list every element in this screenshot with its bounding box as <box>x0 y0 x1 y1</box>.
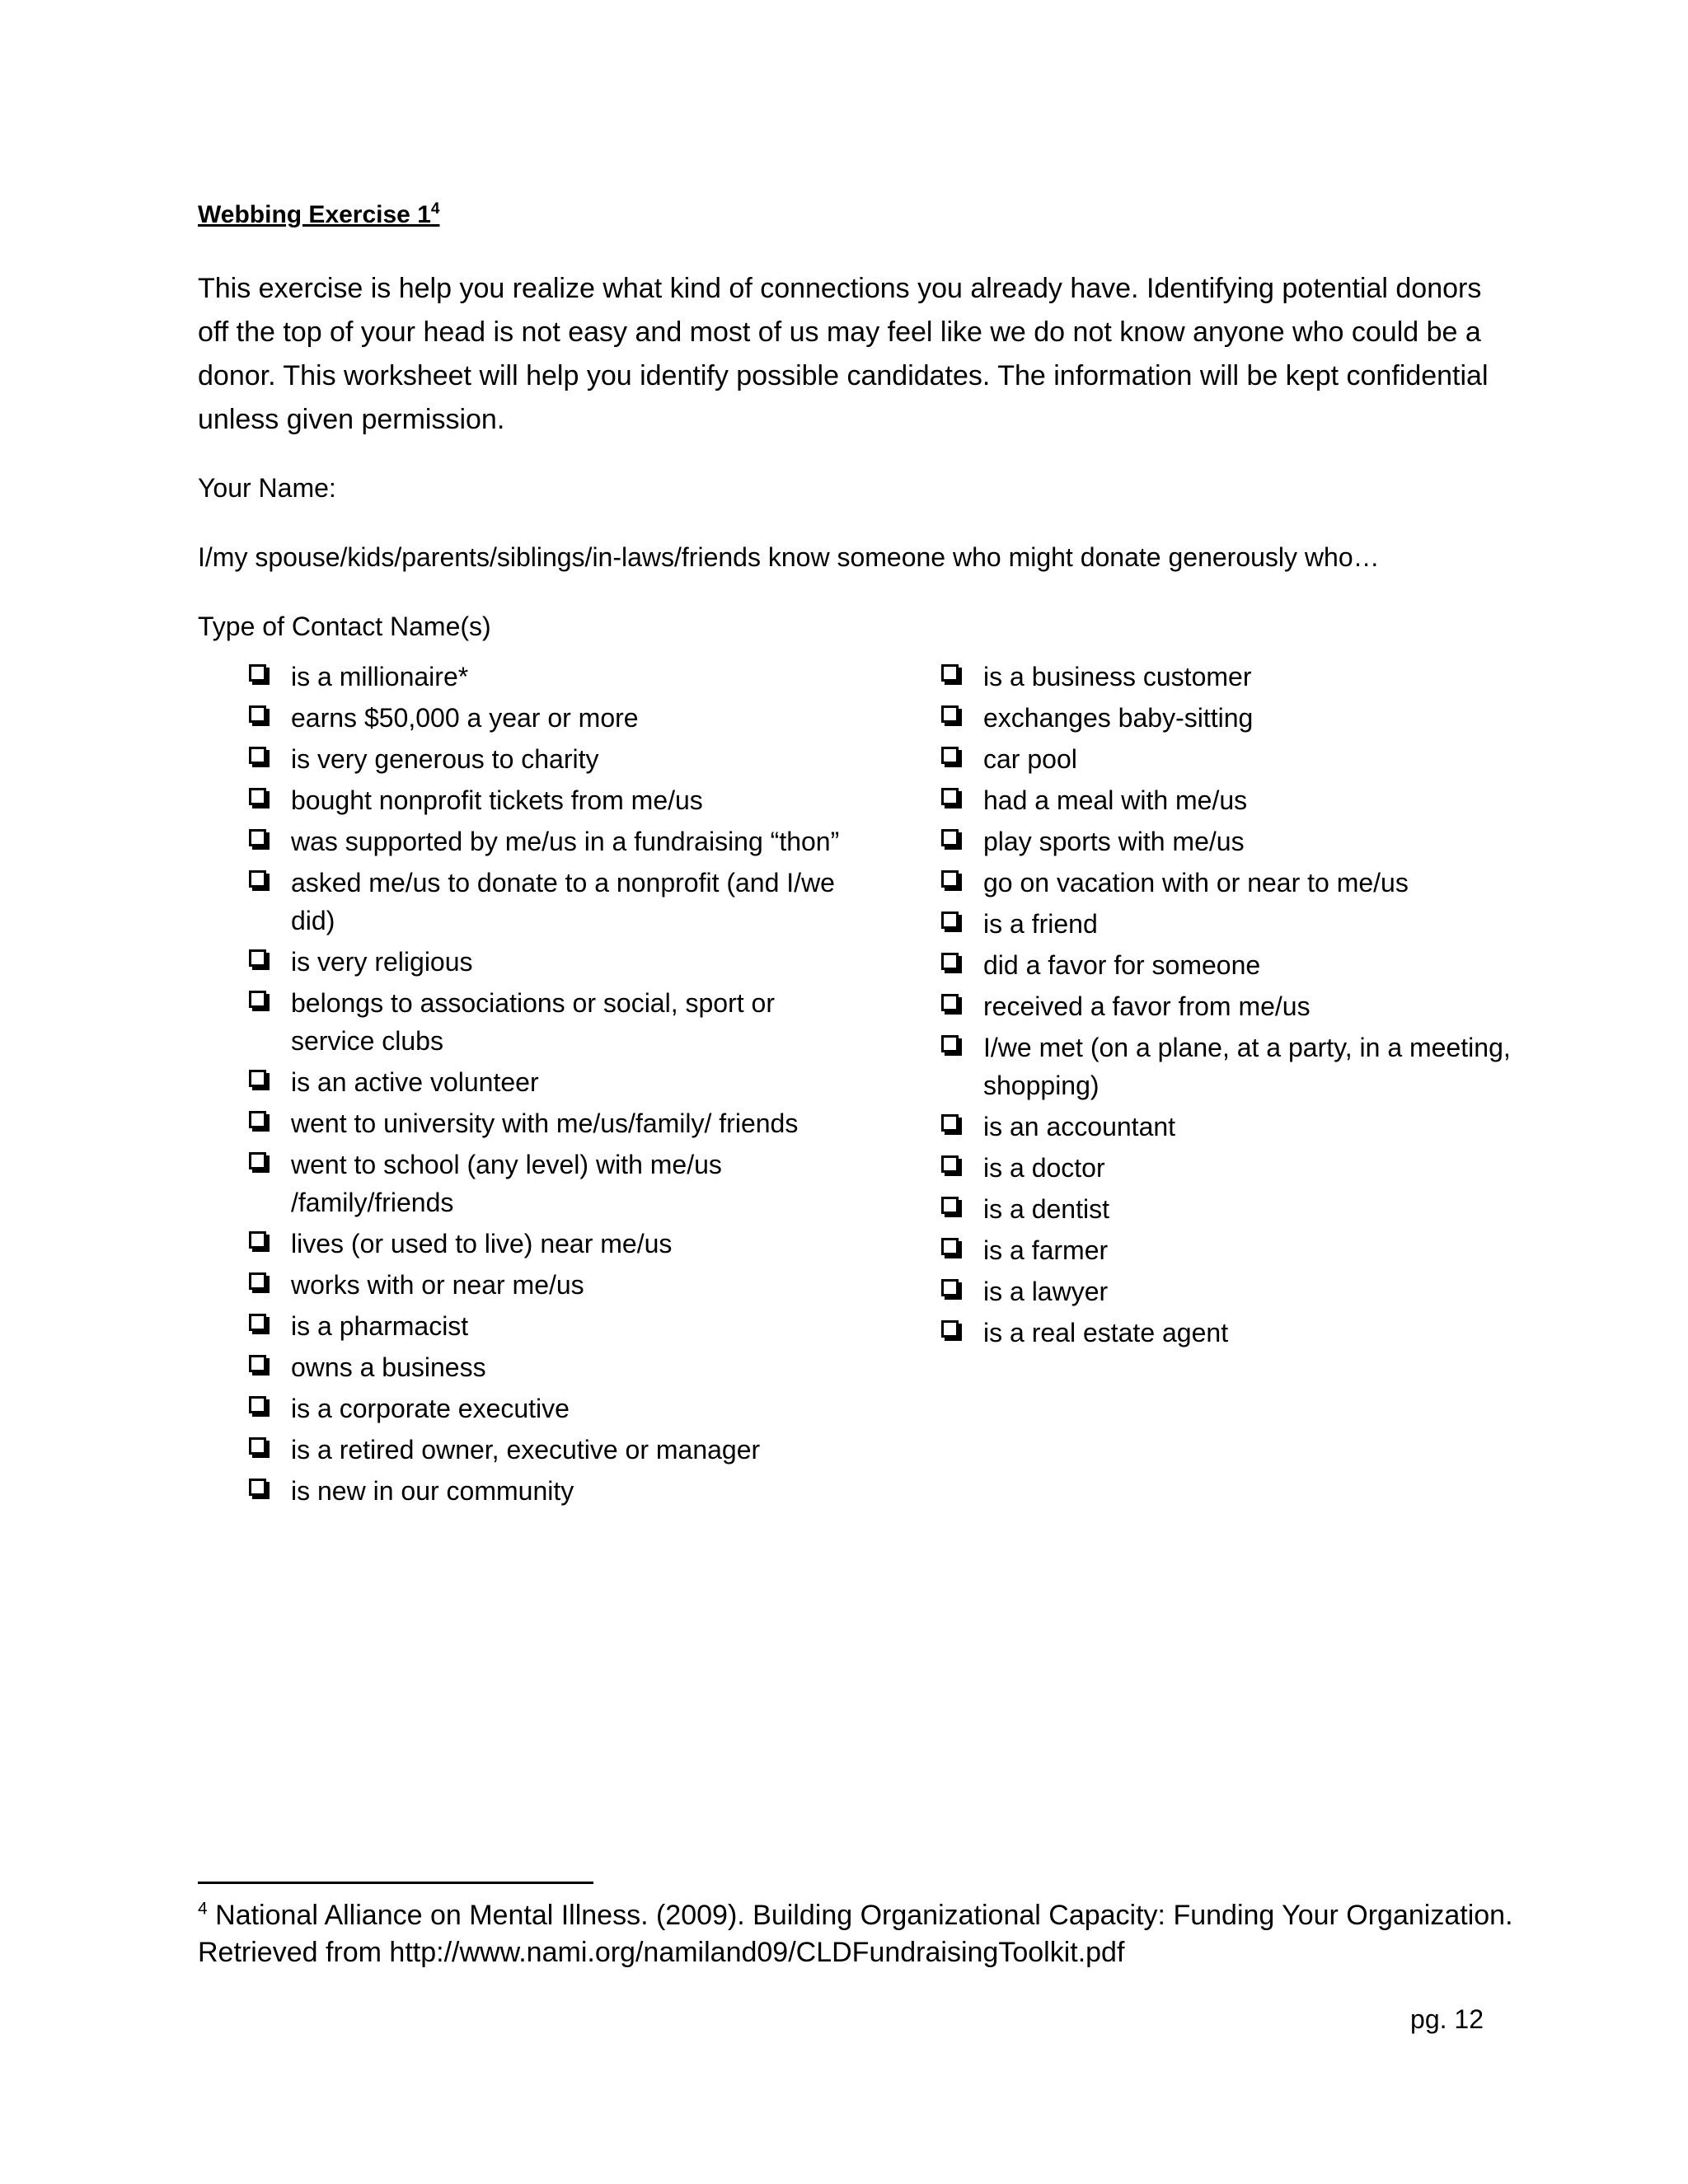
checklist-item-label: belongs to associations or social, sport or service clubs <box>291 988 775 1056</box>
checkbox[interactable] <box>249 870 266 888</box>
checklist-item-label: went to school (any level) with me/us /family/friends <box>291 1150 722 1217</box>
contact-column-header: Type of Contact Name(s) <box>198 612 491 641</box>
checkbox[interactable] <box>941 1035 959 1052</box>
checklist-item <box>249 1266 842 1304</box>
checklist-item-label: is a pharmacist <box>291 1311 469 1341</box>
checklist-item <box>941 740 1535 778</box>
checklist-item <box>941 987 1535 1025</box>
checklist-item <box>941 1108 1535 1146</box>
checklist-item <box>941 864 1535 902</box>
checkbox[interactable] <box>249 991 266 1008</box>
prompt-sentence: I/my spouse/kids/parents/siblings/in-laws/friends know someone who might donate generously who… <box>198 542 1380 572</box>
checklist-item <box>249 699 842 737</box>
checklist-item <box>249 1348 842 1386</box>
checklist-item <box>249 864 842 940</box>
checkbox[interactable] <box>941 1114 959 1132</box>
checklist-item <box>249 781 842 819</box>
checkbox[interactable] <box>941 664 959 682</box>
checklist-item-label: is an active volunteer <box>291 1067 539 1097</box>
footnote-text: National Alliance on Mental Illness. (2009). Building Organizational Capacity: Funding Your Organization. Retrieved from http://www.nami.org/namiland09/CLDFundraisingToolkit.pdf <box>198 1900 1513 1968</box>
checklist-item <box>249 1063 842 1101</box>
checkbox[interactable] <box>249 829 266 846</box>
checklist-item-label: is a retired owner, executive or manager <box>291 1435 761 1465</box>
checkbox[interactable] <box>941 870 959 888</box>
right-checklist <box>941 658 1535 1355</box>
checklist-item-label: is a lawyer <box>983 1277 1109 1306</box>
checkbox[interactable] <box>249 949 266 967</box>
checkbox[interactable] <box>941 1155 959 1173</box>
checklist-item-label: was supported by me/us in a fundraising “thon” <box>291 827 840 856</box>
checklist-item-label: is a millionaire* <box>291 662 469 691</box>
page-title-text: Webbing Exercise 1 <box>198 201 431 228</box>
left-checklist <box>249 658 842 1513</box>
checklist-item <box>249 1390 842 1427</box>
checklist-item-label: is a farmer <box>983 1235 1109 1265</box>
checklist-item-label: go on vacation with or near to me/us <box>983 868 1409 898</box>
checkbox[interactable] <box>249 1111 266 1128</box>
checkbox[interactable] <box>249 1070 266 1087</box>
checklist-item-label: had a meal with me/us <box>983 785 1248 815</box>
checklist-item-label: is new in our community <box>291 1476 574 1506</box>
checklist-item <box>941 905 1535 943</box>
checklist-item-label: car pool <box>983 744 1077 774</box>
checklist-item-label: is a dentist <box>983 1194 1109 1224</box>
checklist-item-label: is a friend <box>983 909 1098 939</box>
checklist-item-label: asked me/us to donate to a nonprofit (and I/we did) <box>291 868 835 935</box>
checklist-item-label: is very generous to charity <box>291 744 599 774</box>
checklist-item <box>941 699 1535 737</box>
checklist-item-label: earns $50,000 a year or more <box>291 703 639 733</box>
checklist-item <box>249 823 842 860</box>
checkbox[interactable] <box>249 1396 266 1413</box>
checkbox[interactable] <box>941 912 959 929</box>
checkbox[interactable] <box>941 747 959 764</box>
intro-paragraph: This exercise is help you realize what kind of connections you already have. Identifying potential donors off the top of your head is not easy and most of us may feel like we do not know anyone who could be a donor. This worksheet will help you identify possible candidates. The information will be kept confidential unless given permission. <box>198 273 1489 435</box>
checkbox[interactable] <box>941 829 959 846</box>
checklist-item <box>941 781 1535 819</box>
checklist-item-label: lives (or used to live) near me/us <box>291 1229 673 1258</box>
checklist-item <box>249 740 842 778</box>
checklist-item <box>249 1104 842 1142</box>
checklist-item-label: is a real estate agent <box>983 1318 1229 1347</box>
checkbox[interactable] <box>249 1479 266 1496</box>
footnote <box>198 1897 1517 1971</box>
checkbox[interactable] <box>249 1355 266 1372</box>
footnote-number: 4 <box>198 1899 208 1919</box>
checklist-item <box>249 1307 842 1345</box>
checkbox[interactable] <box>941 788 959 805</box>
checklist-item-label: bought nonprofit tickets from me/us <box>291 785 703 815</box>
checklist-item <box>941 946 1535 984</box>
checklist-item <box>941 1029 1535 1104</box>
checkbox[interactable] <box>941 1320 959 1338</box>
checkbox[interactable] <box>249 747 266 764</box>
checklist-item-label: I/we met (on a plane, at a party, in a meeting, shopping) <box>983 1033 1511 1100</box>
checkbox[interactable] <box>941 705 959 723</box>
checklist-item <box>249 984 842 1060</box>
checkbox[interactable] <box>249 788 266 805</box>
checklist-item-label: is very religious <box>291 947 473 977</box>
checkbox[interactable] <box>249 705 266 723</box>
checklist-item-label: exchanges baby-sitting <box>983 703 1254 733</box>
checklist-item <box>941 658 1535 696</box>
checklist-item-label: owns a business <box>291 1352 486 1382</box>
checkbox[interactable] <box>249 1272 266 1290</box>
checklist-item <box>249 1146 842 1221</box>
checkbox[interactable] <box>941 953 959 970</box>
checklist-item-label: is an accountant <box>983 1112 1176 1141</box>
your-name-label: Your Name: <box>198 473 336 503</box>
checkbox[interactable] <box>249 1231 266 1249</box>
checklist-item <box>941 823 1535 860</box>
page-number: pg. 12 <box>1410 2004 1484 2034</box>
checklist-item-label: is a business customer <box>983 662 1252 691</box>
checklist-item <box>941 1272 1535 1310</box>
checklist-item-label: did a favor for someone <box>983 950 1261 980</box>
checklist-item <box>941 1231 1535 1269</box>
checklist-item-label: play sports with me/us <box>983 827 1245 856</box>
checklist-item <box>249 1431 842 1469</box>
checklist-item <box>249 943 842 981</box>
footnote-reference: 4 <box>430 200 440 218</box>
checklist-item-label: received a favor from me/us <box>983 991 1311 1021</box>
checkbox[interactable] <box>249 1152 266 1169</box>
checklist-item <box>249 658 842 696</box>
checkbox[interactable] <box>249 664 266 682</box>
checklist-item <box>941 1314 1535 1352</box>
checklist-item <box>941 1149 1535 1187</box>
footnote-divider <box>198 1882 593 1884</box>
checklist-item <box>249 1225 842 1263</box>
checkbox[interactable] <box>941 1197 959 1214</box>
checklist-item-label: is a doctor <box>983 1153 1105 1183</box>
checkbox[interactable] <box>941 1279 959 1296</box>
checkbox[interactable] <box>941 994 959 1011</box>
checkbox[interactable] <box>249 1437 266 1455</box>
checklist-item-label: is a corporate executive <box>291 1394 570 1423</box>
checklist-item-label: went to university with me/us/family/ friends <box>291 1108 799 1138</box>
checklist-item <box>941 1190 1535 1228</box>
checkbox[interactable] <box>941 1238 959 1255</box>
page-title <box>198 201 439 229</box>
checkbox[interactable] <box>249 1314 266 1331</box>
checklist-item <box>249 1472 842 1510</box>
checklist-item-label: works with or near me/us <box>291 1270 584 1300</box>
